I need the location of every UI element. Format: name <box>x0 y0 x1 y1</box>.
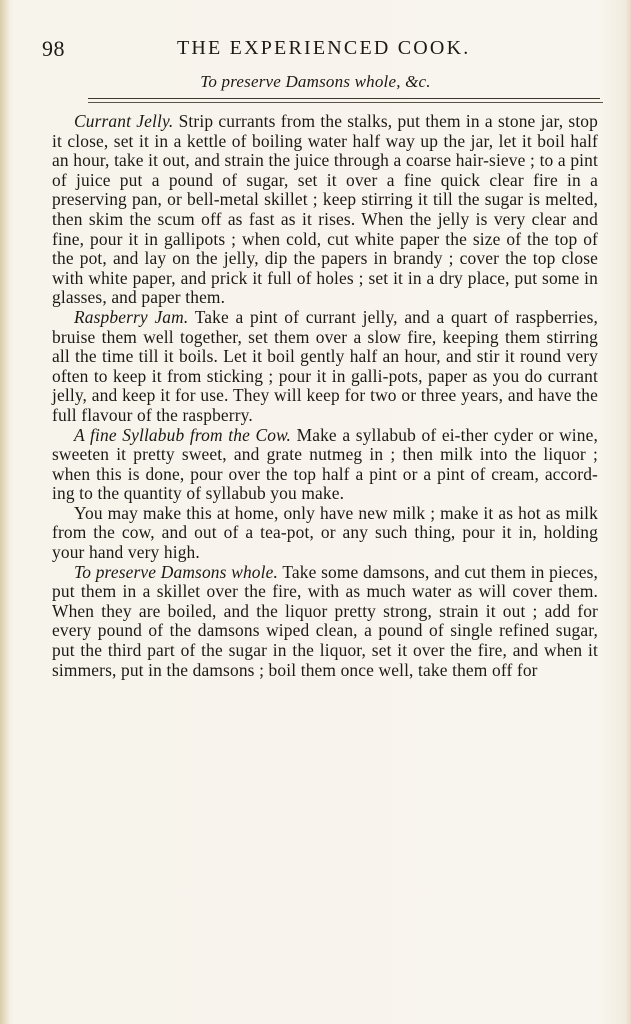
recipe-paragraph <box>52 308 598 426</box>
recipe-text: Strip currants from the stalks, put them in a stone jar, stop it close, set it in a kettle of boiling water half way up the jar, let it boil half an hour, take it out, and strain the juice through a coarse hair-sieve ; to a pint of juice put a pound of sugar, set it over a fine quick clear fire in a preserving pan, or bell-metal skillet ; keep stirring it till the sugar is melted, then skim the scum off as fast as it rises. When the jelly is very clear and fine, pour it in gallipots ; when cold, cut white paper the size of the top of the pot, and lay on the jelly, dip the papers in brandy ; cover the top close with white paper, and prick it full of holes ; set it in a dry place, put some in glasses, and paper them. <box>52 111 598 308</box>
page-body <box>52 112 598 680</box>
header-rule-bottom <box>88 102 603 103</box>
page-edge <box>625 0 631 1024</box>
recipe-title: Raspberry Jam. <box>74 306 189 327</box>
recipe-title: A fine Syllabub from the Cow. <box>74 424 292 445</box>
recipe-text: Take some damsons, and cut them in pieces, put them in a skillet over the fire, with as much water as will cover them. When they are boiled, and the liquor pretty strong, strain it out ; add for every pound of the damsons wiped clean, a pound of single refined sugar, put the third part of the sugar in the liquor, set it over the fire, and when it simmers, put in the damsons ; boil them once well, take them off for <box>52 561 598 680</box>
recipe-paragraph <box>52 504 598 563</box>
page-subtitle: To preserve Damsons whole, &c. <box>200 72 431 91</box>
page-number: 98 <box>42 36 65 61</box>
recipe-text: You may make this at home, only have new milk ; make it as hot as milk from the cow, and out of a tea-pot, or any such thing, pour it in, holding your hand very high. <box>52 502 598 563</box>
recipe-text: Make a syllabub of ei-ther cyder or wine, sweeten it pretty sweet, and grate nutmeg in ; then milk into the liquor ; when this is done, pour over the top half a pint or a pint of cream, accord-ing to the quantity of syllabub you make. <box>52 424 598 504</box>
recipe-title: Currant Jelly. <box>74 111 174 131</box>
recipe-paragraph <box>52 563 598 681</box>
page-header <box>42 36 582 66</box>
recipe-paragraph <box>52 426 598 504</box>
header-rule-top <box>88 98 600 99</box>
spine-shadow <box>0 0 10 1024</box>
recipe-paragraph <box>52 112 598 308</box>
running-title: THE EXPERIENCED COOK. <box>177 37 471 59</box>
recipe-text: Take a pint of currant jelly, and a quart of raspberries, bruise them well together, set them over a slow fire, keeping them stirring all the time till it boils. Let it boil gently half an hour, and stir it round very often to keep it from sticking ; pour it in galli-pots, paper as you do currant jelly, and keep it for use. They will keep for two or three years, and have the full flavour of the raspberry. <box>52 306 599 425</box>
recipe-title: To preserve Damsons whole. <box>74 561 278 582</box>
